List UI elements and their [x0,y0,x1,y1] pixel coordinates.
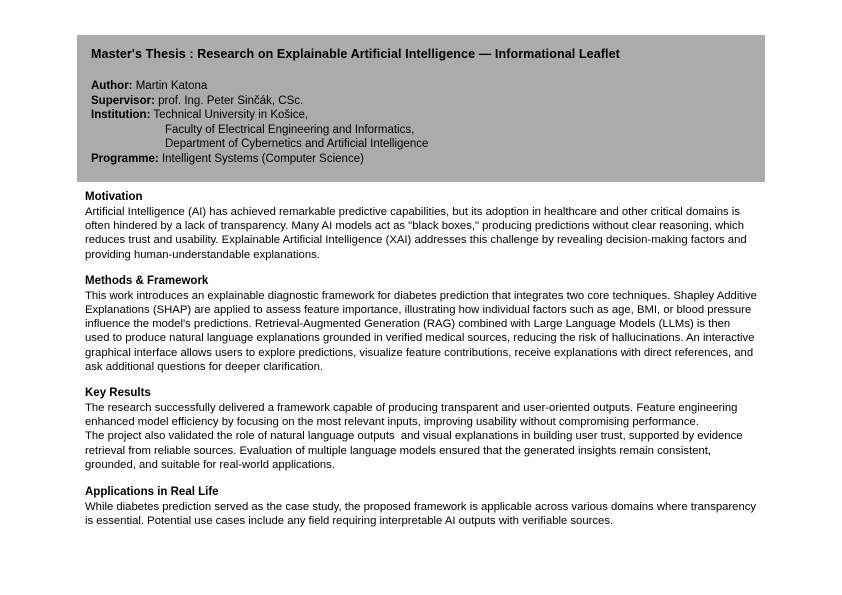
section-heading: Methods & Framework [85,274,209,287]
institution-value: Technical University in Košice, [153,109,309,122]
document-header-band [77,35,765,182]
programme-label: Programme: [91,152,159,165]
section-heading: Key Results [85,387,151,400]
section-paragraph: The project also validated the role of natural language outputs and visual explanations in building user trust, supported by evidence retrieval from reliable sources. Evaluation of multiple language models ensured that the generated insights remain consistent, grounded, and suitable for real-world applications. [85,430,746,471]
institution-line-3: Department of Cybernetics and Artificial Intelligence [165,138,429,151]
section-key-results [85,386,757,472]
section-paragraph: While diabetes prediction served as the case study, the proposed framework is applicable across various domains where transparency is essential. Potential use cases include any field requiring interpretable AI outputs with verifiable sources. [85,501,760,528]
metadata-block [91,79,751,167]
section-applications-real-life [85,485,760,528]
programme-value: Intelligent Systems (Computer Science) [161,152,364,165]
section-paragraph: This work introduces an explainable diagnostic framework for diabetes prediction that integrates two core techniques. Shapley Additive Explanations (SHAP) are applied to assess feature importance, illustrating how individual factors such as age, BMI, or blood pressure influence the model's predictions. Retrieval-Augmented Generation (RAG) combined with Large Language Models (LLMs) is then used to produce natural language explanations grounded in verified medical sources, reducing the risk of hallucinations. An interactive graphical interface allows users to explore predictions, visualize feature contributions, receive explanations with direct references, and ask additional questions for deeper clarification. [85,289,761,373]
section-motivation [85,190,757,262]
document-body [85,190,761,539]
author-label: Author: [91,80,133,92]
institution-line-2: Faculty of Electrical Engineering and Informatics, [165,123,415,136]
metadata-row-author [91,79,751,94]
section-heading: Applications in Real Life [85,486,219,499]
supervisor-label: Supervisor: [91,94,155,107]
institution-label: Institution: [91,109,151,122]
metadata-row-programme [91,152,751,167]
metadata-row-institution [91,108,751,123]
section-paragraph: The research successfully delivered a framework capable of producing transparent and user-oriented outputs. Feature engineering enhanced model efficiency by focusing on the most relevant inputs, improving usability without compromising performance. [85,402,741,429]
author-value: Martin Katona [135,80,208,92]
metadata-row-supervisor [91,94,751,109]
supervisor-value: prof. Ing. Peter Sinčák, CSc. [158,94,304,107]
section-paragraph: Artificial Intelligence (AI) has achieved remarkable predictive capabilities, but its adoption in healthcare and other critical domains is often hindered by a lack of transparency. Many AI models act as "black boxes," producing predictions without clear reasoning, which reduces trust and usability. Explainable Artificial Intelligence (XAI) addresses this challenge by revealing decision-making factors and providing human-understandable explanations. [85,206,750,261]
page-title: Master's Thesis : Research on Explainable Artificial Intelligence — Informational Leaflet [91,47,620,61]
section-heading: Motivation [85,191,143,203]
section-methods-framework [85,274,761,374]
